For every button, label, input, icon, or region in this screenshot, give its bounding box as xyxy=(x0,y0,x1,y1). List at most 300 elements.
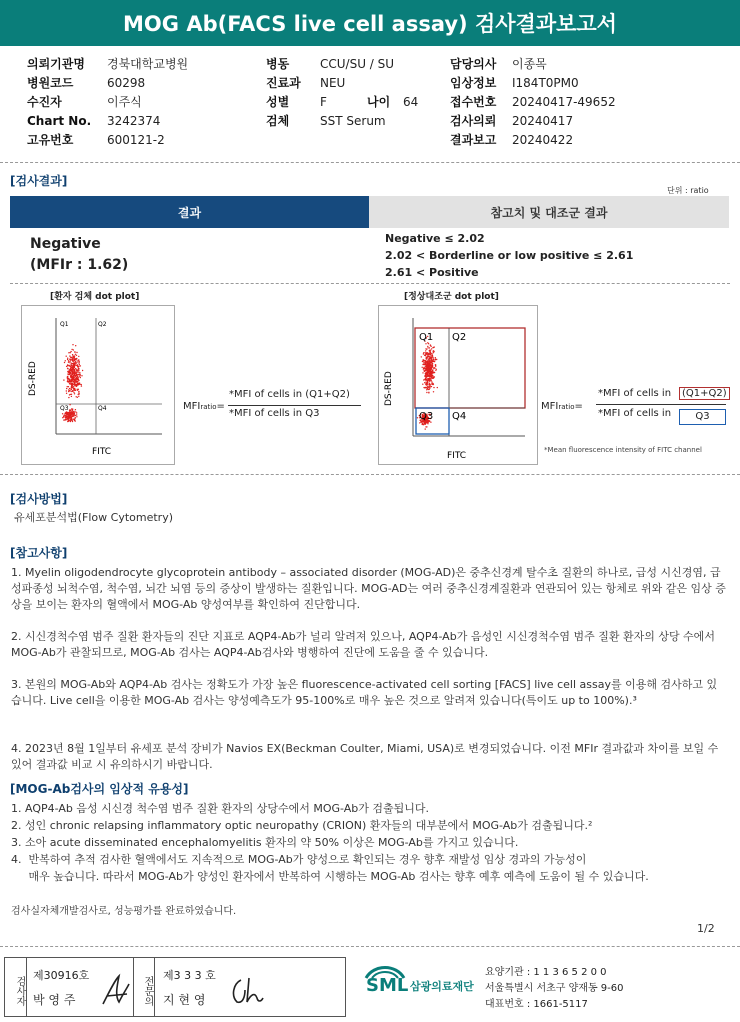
dot-plot-event xyxy=(79,372,80,373)
dot-plot-event xyxy=(66,388,67,389)
dot-plot-event xyxy=(79,361,80,362)
dot-plot-event xyxy=(431,359,432,360)
dot-plot-event xyxy=(78,368,79,369)
dot-plot-event xyxy=(73,381,74,382)
normal-q1-label: Q1 xyxy=(419,332,434,343)
dot-plot-event xyxy=(75,390,76,391)
dot-plot-event xyxy=(428,370,429,371)
value-institution: 경북대학교병원 xyxy=(107,57,189,71)
dot-plot-event xyxy=(80,377,81,378)
dot-plot-event xyxy=(426,358,427,359)
divider xyxy=(0,946,740,947)
dot-plot-event xyxy=(71,370,72,371)
dot-plot-event xyxy=(424,382,425,383)
value-specimen: SST Serum xyxy=(320,114,386,128)
dot-plot-event xyxy=(73,358,74,359)
header-col-1 xyxy=(27,55,247,150)
dot-plot-event xyxy=(74,357,75,358)
dot-plot-event xyxy=(76,416,77,417)
dot-plot-event xyxy=(74,373,75,374)
dot-plot-event xyxy=(73,349,74,350)
dot-plot-event xyxy=(69,394,70,395)
dot-plot-event xyxy=(78,392,79,393)
dot-plot-event xyxy=(425,383,426,384)
org-phone: 대표번호 : 1661-5117 xyxy=(485,999,588,1010)
normal-y-axis-label: DS-RED xyxy=(384,371,394,406)
clinical-item-2: 2. 성인 chronic relapsing inflammatory optic neuropathy (CRION) 환자들의 대부분에서 MOG-Ab가 검출됩니다.² xyxy=(11,819,593,832)
dot-plot-event xyxy=(430,376,431,377)
dot-plot-event xyxy=(75,382,76,383)
dot-plot-event xyxy=(74,393,75,394)
dot-plot-event xyxy=(426,356,427,357)
dot-plot-event xyxy=(67,379,68,380)
doctor-name: 지 현 영 xyxy=(163,993,206,1007)
dot-plot-event xyxy=(423,359,424,360)
org-info xyxy=(485,965,624,1013)
reference-ranges xyxy=(385,230,633,281)
dot-plot-event xyxy=(427,346,428,347)
dot-plot-event xyxy=(71,412,72,413)
dot-plot-event xyxy=(71,414,72,415)
dot-plot-event xyxy=(432,347,433,348)
dot-plot-event xyxy=(69,369,70,370)
header-col-2 xyxy=(266,55,446,131)
dot-plot-event xyxy=(72,373,73,374)
label-age: 나이 xyxy=(367,95,391,109)
dot-plot-event xyxy=(76,396,77,397)
dot-plot-event xyxy=(75,379,76,380)
dot-plot-event xyxy=(69,404,70,405)
doctor-label: 전문의 xyxy=(133,958,155,1016)
dot-plot-event xyxy=(72,344,73,345)
value-report-date: 20240422 xyxy=(512,133,574,147)
value-age: 64 xyxy=(403,95,419,109)
note-1: 1. Myelin oligodendrocyte glycoprotein antibody – associated disorder (MOG-AD)은 중추신경계 탈수초 질환의 하나로, 급성 시신경염, 급성파종성 뇌척수염, 척수염, 뇌간 뇌염 등의 증상이 발생하는 질환입니다. MOG-AD는 여러 중추신경계질환과 연관되어 있는 항체로 위와 같은 임상 증상을 보이는 환자의 혈액에서 MOG-Ab 양성여부를 확인하여 진단합니다. xyxy=(11,566,726,611)
dot-plot-event xyxy=(69,372,70,373)
dot-plot-event xyxy=(74,351,75,352)
dot-plot-event xyxy=(430,362,431,363)
dot-plot-event xyxy=(73,388,74,389)
dot-plot-event xyxy=(422,384,423,385)
dot-plot-event xyxy=(74,383,75,384)
divider xyxy=(0,474,740,475)
dot-plot-event xyxy=(72,357,73,358)
dot-plot-event xyxy=(427,376,428,377)
label-specimen: 검체 xyxy=(266,114,290,128)
dot-plot-event xyxy=(421,356,422,357)
dot-plot-event xyxy=(68,421,69,422)
dot-plot-event xyxy=(69,383,70,384)
dot-plot-event xyxy=(426,353,427,354)
section-method-title: [검사방법] xyxy=(10,492,68,506)
dot-plot-event xyxy=(69,381,70,382)
dot-plot-event xyxy=(427,352,428,353)
dot-plot-event xyxy=(78,362,79,363)
dot-plot-event xyxy=(430,384,431,385)
dot-plot-event xyxy=(68,360,69,361)
sml-logo xyxy=(362,962,408,1004)
examiner-label: 검사자 xyxy=(5,958,27,1016)
dot-plot-event xyxy=(78,356,79,357)
dot-plot-event xyxy=(425,343,426,344)
examiner-name: 박 영 주 xyxy=(33,993,76,1007)
dot-plot-event xyxy=(75,411,76,412)
dot-plot-event xyxy=(425,380,426,381)
dot-plot-event xyxy=(430,372,431,373)
dot-plot-event xyxy=(434,361,435,362)
dot-plot-event xyxy=(71,377,72,378)
dot-plot-event xyxy=(430,344,431,345)
sml-logo-text: SML xyxy=(366,975,409,996)
label-doctor: 담당의사 xyxy=(450,57,497,71)
dot-plot-event xyxy=(72,368,73,369)
normal-q2-label: Q2 xyxy=(452,332,467,343)
label-institution: 의뢰기관명 xyxy=(27,57,85,71)
dot-plot-event xyxy=(73,360,74,361)
dot-plot-event xyxy=(79,376,80,377)
section-notes-title: [참고사항] xyxy=(10,546,68,560)
result-column-header: 결과 xyxy=(10,196,369,228)
dot-plot-event xyxy=(430,374,431,375)
dot-plot-event xyxy=(75,361,76,362)
dot-plot-event xyxy=(426,392,427,393)
normal-q3-label: Q3 xyxy=(419,411,434,422)
dot-plot-event xyxy=(71,378,72,379)
value-unique-no: 600121-2 xyxy=(107,133,165,147)
value-chart-no: 3242374 xyxy=(107,114,161,128)
dot-plot-event xyxy=(68,389,69,390)
dot-plot-event xyxy=(428,353,429,354)
doctor-license: 제3 3 3 호 xyxy=(163,969,216,982)
dot-plot-event xyxy=(427,423,428,424)
dot-plot-event xyxy=(428,392,429,393)
normal-dot-plot-svg xyxy=(379,306,537,464)
reference-positive: 2.61 < Positive xyxy=(385,266,479,279)
dot-plot-event xyxy=(425,426,426,427)
org-address: 서울특별시 서초구 양재동 9-60 xyxy=(485,983,624,994)
dot-plot-event xyxy=(435,359,436,360)
dot-plot-event xyxy=(81,375,82,376)
dot-plot-event xyxy=(70,390,71,391)
dot-plot-event xyxy=(70,367,71,368)
dot-plot-event xyxy=(69,410,70,411)
dot-plot-event xyxy=(74,370,75,371)
dot-plot-event xyxy=(425,365,426,366)
value-doctor: 이종목 xyxy=(512,57,547,71)
dot-plot-event xyxy=(435,366,436,367)
dot-plot-event xyxy=(72,421,73,422)
dot-plot-event xyxy=(69,365,70,366)
dot-plot-event xyxy=(426,362,427,363)
dot-plot-event xyxy=(77,380,78,381)
formula-left-denominator: *MFI of cells in Q3 xyxy=(229,408,320,419)
reference-column-header: 참고치 및 대조군 결과 xyxy=(369,196,729,228)
label-patient: 수진자 xyxy=(27,95,62,109)
note-3: 3. 본원의 MOG-Ab와 AQP4-Ab 검사는 정확도가 가장 높은 fluorescence-activated cell sorting [FACS] live cell assay를 이용해 검사하고 있습니다. Live cell을 이용한 MOG-Ab 검사는 양성예측도가 95-100%로 매우 높은 것으로 알려져 있습니다(특이도 up to 100%).³ xyxy=(11,678,718,707)
dot-plot-event xyxy=(433,351,434,352)
dot-plot-event xyxy=(422,372,423,373)
dot-plot-event xyxy=(67,386,68,387)
dot-plot-event xyxy=(428,367,429,368)
dot-plot-event xyxy=(428,343,429,344)
fraction-bar xyxy=(596,404,726,405)
dot-plot-event xyxy=(73,375,74,376)
dot-plot-event xyxy=(423,352,424,353)
formula-left-numerator: *MFI of cells in (Q1+Q2) xyxy=(229,389,350,400)
dot-plot-event xyxy=(81,384,82,385)
dot-plot-event xyxy=(72,354,73,355)
org-code: 요양기관 : 1 1 3 6 5 2 0 0 xyxy=(485,967,607,978)
label-chart-no: Chart No. xyxy=(27,114,92,128)
reference-borderline: 2.02 < Borderline or low positive ≤ 2.61 xyxy=(385,249,634,262)
dot-plot-event xyxy=(68,397,69,398)
dot-plot-event xyxy=(425,376,426,377)
dot-plot-event xyxy=(428,380,429,381)
patient-q1-label: Q1 xyxy=(60,321,69,328)
dot-plot-event xyxy=(425,373,426,374)
dot-plot-event xyxy=(429,347,430,348)
dot-plot-event xyxy=(430,346,431,347)
dot-plot-event xyxy=(77,366,78,367)
dot-plot-event xyxy=(77,364,78,365)
dot-plot-event xyxy=(433,387,434,388)
value-request-date: 20240417 xyxy=(512,114,574,128)
dot-plot-event xyxy=(427,373,428,374)
dot-plot-event xyxy=(66,390,67,391)
dot-plot-event xyxy=(428,371,429,372)
dot-plot-event xyxy=(72,409,73,410)
dot-plot-event xyxy=(81,385,82,386)
dot-plot-event xyxy=(71,381,72,382)
dot-plot-event xyxy=(428,363,429,364)
dot-plot-event xyxy=(68,374,69,375)
dot-plot-event xyxy=(68,386,69,387)
dot-plot-event xyxy=(431,383,432,384)
dot-plot-event xyxy=(69,388,70,389)
dot-plot-event xyxy=(433,368,434,369)
dot-plot-event xyxy=(429,381,430,382)
label-request-date: 검사의뢰 xyxy=(450,114,497,128)
dot-plot-event xyxy=(80,374,81,375)
dot-plot-event xyxy=(75,345,76,346)
dot-plot-event xyxy=(70,360,71,361)
dot-plot-event xyxy=(424,387,425,388)
dot-plot-event xyxy=(71,349,72,350)
dot-plot-event xyxy=(73,412,74,413)
dot-plot-event xyxy=(75,373,76,374)
dot-plot-event xyxy=(75,409,76,410)
quality-note: 검사실자체개발검사로, 성능평가를 완료하였습니다. xyxy=(11,906,237,917)
dot-plot-event xyxy=(66,366,67,367)
dot-plot-event xyxy=(430,357,431,358)
dot-plot-event xyxy=(67,368,68,369)
dot-plot-event xyxy=(427,366,428,367)
report-title: MOG Ab(FACS live cell assay) 검사결과보고서 xyxy=(0,0,740,46)
dot-plot-event xyxy=(73,392,74,393)
dot-plot-event xyxy=(432,363,433,364)
dot-plot-event xyxy=(64,414,65,415)
dot-plot-event xyxy=(70,389,71,390)
dot-plot-event xyxy=(429,360,430,361)
dot-plot-event xyxy=(74,376,75,377)
section-clinical-title: [MOG-Ab검사의 임상적 유용성] xyxy=(10,782,189,796)
dot-plot-event xyxy=(78,394,79,395)
patient-dot-plot-svg xyxy=(22,306,174,464)
dot-plot-event xyxy=(436,359,437,360)
section-result-title: [검사결과] xyxy=(10,174,68,188)
dot-plot-event xyxy=(68,362,69,363)
divider xyxy=(0,162,740,163)
dot-plot-event xyxy=(75,354,76,355)
dot-plot-event xyxy=(431,374,432,375)
dot-plot-event xyxy=(427,355,428,356)
dot-plot-event xyxy=(431,377,432,378)
dot-plot-event xyxy=(65,417,66,418)
patient-plot-title: [환자 검체 dot plot] xyxy=(50,292,140,302)
dot-plot-event xyxy=(62,413,63,414)
label-receipt-no: 접수번호 xyxy=(450,95,497,109)
dot-plot-event xyxy=(78,391,79,392)
page-number: 1/2 xyxy=(697,922,715,935)
dot-plot-event xyxy=(71,419,72,420)
dot-plot-event xyxy=(423,370,424,371)
dot-plot-event xyxy=(423,368,424,369)
dot-plot-event xyxy=(74,419,75,420)
dot-plot-event xyxy=(71,383,72,384)
dot-plot-event xyxy=(432,365,433,366)
dot-plot-event xyxy=(78,371,79,372)
dot-plot-event xyxy=(425,350,426,351)
dot-plot-event xyxy=(75,359,76,360)
dot-plot-event xyxy=(66,356,67,357)
dot-plot-event xyxy=(76,355,77,356)
dot-plot-event xyxy=(419,422,420,423)
dot-plot-event xyxy=(425,369,426,370)
dot-plot-event xyxy=(69,359,70,360)
dot-plot-event xyxy=(432,361,433,362)
clinical-item-3: 3. 소아 acute disseminated encephalomyelitis 환자의 약 50% 이상은 MOG-Ab를 가지고 있습니다. xyxy=(11,836,519,849)
dot-plot-event xyxy=(426,349,427,350)
dot-plot-event xyxy=(76,412,77,413)
dot-plot-event xyxy=(64,362,65,363)
label-hospital-code: 병원코드 xyxy=(27,76,74,90)
result-mfir: (MFIr : 1.62) xyxy=(30,257,129,273)
dot-plot-event xyxy=(422,367,423,368)
label-clinical-info: 임상정보 xyxy=(450,76,497,90)
dot-plot-event xyxy=(82,370,83,371)
result-value: Negative xyxy=(30,236,101,252)
dot-plot-event xyxy=(69,411,70,412)
dot-plot-event xyxy=(66,419,67,420)
dot-plot-event xyxy=(63,416,64,417)
normal-x-axis-label: FITC xyxy=(447,451,467,461)
dot-plot-event xyxy=(77,389,78,390)
denominator-gate-box: Q3 xyxy=(679,409,726,425)
dot-plot-event xyxy=(434,376,435,377)
dot-plot-event xyxy=(427,383,428,384)
dot-plot-event xyxy=(65,419,66,420)
dot-plot-event xyxy=(427,388,428,389)
value-sex: F xyxy=(320,95,327,109)
fraction-bar xyxy=(228,405,361,406)
dot-plot-event xyxy=(76,414,77,415)
dot-plot-event xyxy=(71,394,72,395)
dot-plot-event xyxy=(430,369,431,370)
dot-plot-event xyxy=(426,376,427,377)
dot-plot-event xyxy=(431,369,432,370)
dot-plot-event xyxy=(430,367,431,368)
dot-plot-event xyxy=(76,352,77,353)
value-clinical-info: I184T0PM0 xyxy=(512,76,579,90)
formula-left-lhs: MFIratio= xyxy=(183,401,225,412)
label-department: 진료과 xyxy=(266,76,301,90)
formula-right-lhs: MFIratio= xyxy=(541,401,583,412)
formula-right-denominator: *MFI of cells in xyxy=(598,408,672,419)
dot-plot-event xyxy=(74,367,75,368)
dot-plot-event xyxy=(424,422,425,423)
label-sex: 성별 xyxy=(266,95,290,109)
dot-plot-event xyxy=(77,371,78,372)
dot-plot-event xyxy=(431,348,432,349)
dot-plot-event xyxy=(70,375,71,376)
dot-plot-event xyxy=(72,385,73,386)
dot-plot-event xyxy=(428,358,429,359)
dot-plot-event xyxy=(429,387,430,388)
org-name: 삼광의료재단 xyxy=(410,980,474,993)
patient-q4-label: Q4 xyxy=(98,405,107,412)
dot-plot-event xyxy=(431,386,432,387)
dot-plot-event xyxy=(430,350,431,351)
value-ward: CCU/SU / SU xyxy=(320,57,395,71)
unit-label: 단위 : ratio xyxy=(667,186,709,195)
value-patient: 이주식 xyxy=(107,95,142,109)
method-text: 유세포분석법(Flow Cytometry) xyxy=(14,511,174,524)
doctor-signature xyxy=(227,974,267,1008)
dot-plot-event xyxy=(434,368,435,369)
dot-plot-event xyxy=(72,414,73,415)
dot-plot-event xyxy=(68,412,69,413)
numerator-gate-box: (Q1+Q2) xyxy=(679,387,730,400)
dot-plot-event xyxy=(66,413,67,414)
dot-plot-event xyxy=(63,419,64,420)
patient-x-axis-label: FITC xyxy=(92,447,112,457)
dot-plot-event xyxy=(70,351,71,352)
dot-plot-event xyxy=(431,381,432,382)
dot-plot-event xyxy=(69,361,70,362)
dot-plot-event xyxy=(69,417,70,418)
dot-plot-event xyxy=(66,415,67,416)
dot-plot-event xyxy=(429,364,430,365)
dot-plot-event xyxy=(67,359,68,360)
dot-plot-event xyxy=(429,365,430,366)
note-2: 2. 시신경척수염 범주 질환 환자들의 진단 지표로 AQP4-Ab가 널리 알려져 있으나, AQP4-Ab가 음성인 시신경척수염 범주 질환 환자의 상당 수에서 MOG-Ab가 관찰되므로, MOG-Ab 검사는 AQP4-Ab검사와 병행하여 진단에 도움을 줄 수 있습니다. xyxy=(11,630,715,659)
clinical-item-4: 4. 반복하여 추적 검사한 혈액에서도 지속적으로 MOG-Ab가 양성으로 확인되는 경우 향후 재발성 임상 경과의 가능성이 매우 높습니다. 따라서 MOG-Ab가 양성인 환자에서 반복하여 시행하는 MOG-Ab 검사는 향후 예후 예측에 도움이 될 수 있습니다. xyxy=(11,853,649,883)
value-department: NEU xyxy=(320,76,346,90)
dot-plot-event xyxy=(65,360,66,361)
dot-plot-event xyxy=(65,418,66,419)
dot-plot-event xyxy=(429,386,430,387)
patient-q2-label: Q2 xyxy=(98,321,107,328)
dot-plot-event xyxy=(424,364,425,365)
dot-plot-event xyxy=(425,352,426,353)
label-report-date: 결과보고 xyxy=(450,133,497,147)
dot-plot-event xyxy=(68,378,69,379)
dot-plot-event xyxy=(75,368,76,369)
dot-plot-event xyxy=(75,384,76,385)
dot-plot-event xyxy=(427,347,428,348)
normal-q4-label: Q4 xyxy=(452,411,467,422)
header-col-3 xyxy=(450,55,650,150)
